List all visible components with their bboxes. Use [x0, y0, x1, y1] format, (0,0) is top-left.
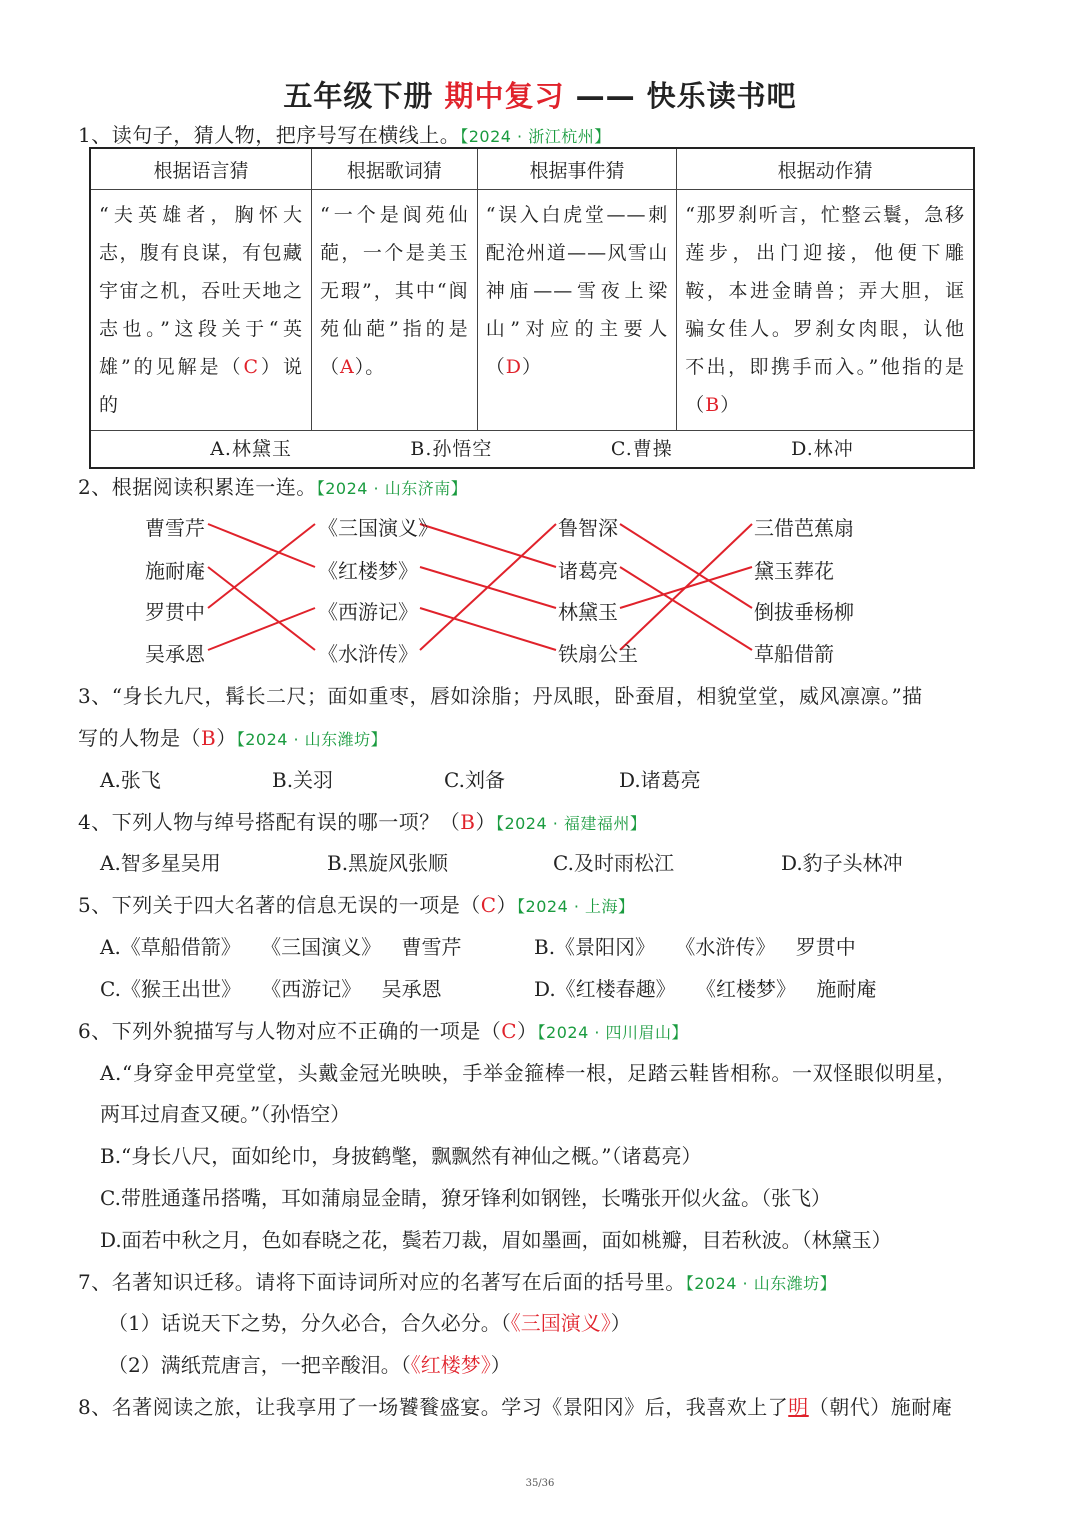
q1-header-3: 根据事件猜 — [477, 148, 677, 190]
q2-event-4: 草船借箭 — [754, 642, 834, 666]
q3-tag: 【2024 · 山东潍坊】 — [236, 730, 388, 749]
q2-book-3: 《西游记》 — [318, 600, 418, 624]
page-number: 35/36 — [525, 1478, 555, 1489]
q1-answer-2: A — [340, 356, 355, 378]
q3-answer: B — [201, 726, 217, 750]
q1-option-c: C.曹操 — [610, 438, 673, 460]
q2-book-4: 《水浒传》 — [318, 642, 418, 666]
title-subtitle: —— 快乐读书吧 — [575, 79, 797, 113]
q1-answer-3: D — [505, 356, 522, 378]
q2-event-3: 倒拔垂杨柳 — [754, 600, 854, 624]
q4-answer: B — [460, 810, 476, 834]
q1-answer-1: C — [243, 356, 260, 378]
match-line-lu-daoba — [620, 524, 752, 608]
q6-option-b: B.“身长八尺，面如纶巾，身披鹤氅，飘飘然有神仙之概。”（诸葛亮） — [100, 1144, 702, 1168]
title-grade: 五年级下册 — [283, 79, 434, 113]
q1-header-2: 根据歌词猜 — [311, 148, 477, 190]
q5-tag: 【2024 · 上海】 — [517, 897, 635, 916]
q5-answer: C — [480, 893, 497, 917]
q5-option-b: B.《景阳冈》 《水浒传》 罗贯中 — [534, 935, 856, 959]
q3-option-d: D.诸葛亮 — [619, 768, 701, 792]
q2-author-2: 施耐庵 — [145, 559, 205, 583]
q6-answer: C — [501, 1019, 518, 1043]
q3-option-a: A.张飞 — [100, 768, 161, 792]
q4-option-c: C.及时雨松江 — [553, 851, 674, 875]
q8-answer: 明 — [788, 1395, 809, 1419]
q2-character-2: 诸葛亮 — [558, 559, 618, 583]
q5-option-a: A.《草船借箭》 《三国演义》 曹雪芹 — [100, 935, 462, 959]
q7-stem: 7、名著知识迁移。请将下面诗词所对应的名著写在后面的括号里。【2024 · 山东潍坊】 — [78, 1270, 837, 1294]
q1-cell-4: “那罗刹听言，忙整云鬟，急移莲步，出门迎接，他便下雕鞍，本进金睛兽；弄大胆，诓骗女佳人。罗刹女肉眼，认他不出，即携手而入。”他指的是（B） — [677, 190, 974, 431]
q6-tag: 【2024 · 四川眉山】 — [537, 1023, 689, 1042]
match-line-xiyou-tieshan — [420, 608, 556, 650]
q5-option-d: D.《红楼春趣》 《红楼梦》 施耐庵 — [534, 977, 877, 1001]
match-line-cao-honglou — [208, 524, 315, 567]
q1-header-4: 根据动作猜 — [677, 148, 974, 190]
q8-stem: 8、名著阅读之旅，让我享用了一场饕餮盛宴。学习《景阳冈》后，我喜欢上了明（朝代）施耐庵 — [78, 1395, 953, 1419]
q2-author-3: 罗贯中 — [145, 600, 205, 624]
q1-option-a: A.林黛玉 — [210, 438, 292, 460]
q7-item-2: （2）满纸荒唐言，一把辛酸泪。（《红楼梦》） — [108, 1353, 511, 1377]
match-line-tieshan-sanjie — [620, 524, 752, 650]
q1-table — [89, 147, 975, 469]
match-line-shi-shuihu — [208, 567, 315, 650]
q1-cell-1: “夫英雄者，胸怀大志，腹有良谋，有包藏宇宙之机，吞吐天地之志也。”这段关于“英雄”的见解是（C）说的 — [90, 190, 311, 431]
q2-event-1: 三借芭蕉扇 — [754, 516, 854, 540]
q7-tag: 【2024 · 山东潍坊】 — [685, 1274, 837, 1293]
match-line-wu-xiyou — [208, 608, 315, 650]
q1-stem: 1、读句子，猜人物，把序号写在横线上。【2024 · 浙江杭州】 — [78, 123, 611, 147]
q7-answer-1: 《三国演义》 — [510, 1311, 611, 1335]
q6-stem: 6、下列外貌描写与人物对应不正确的一项是（C）【2024 · 四川眉山】 — [78, 1019, 689, 1043]
q4-tag: 【2024 · 福建福州】 — [495, 814, 647, 833]
title-topic: 期中复习 — [444, 79, 565, 113]
q2-character-3: 林黛玉 — [558, 600, 618, 624]
q1-cell-2: “一个是阆苑仙葩，一个是美玉无瑕”，其中“阆苑仙葩”指的是（A）。 — [311, 190, 477, 431]
q5-option-c: C.《猴王出世》 《西游记》 吴承恩 — [100, 977, 442, 1001]
q4-option-d: D.豹子头林冲 — [781, 851, 903, 875]
q1-cell-3: “误入白虎堂——刺配沧州道——风雪山神庙——雪夜上梁山”对应的主要人（D） — [477, 190, 677, 431]
q5-stem: 5、下列关于四大名著的信息无误的一项是（C）【2024 · 上海】 — [78, 893, 635, 917]
q4-stem: 4、下列人物与绰号搭配有误的哪一项？（B）【2024 · 福建福州】 — [78, 810, 647, 834]
match-line-zhuge-caochuan — [620, 567, 752, 650]
q3-stem-line2: 写的人物是（B）【2024 · 山东潍坊】 — [78, 726, 388, 750]
q1-options-row — [90, 431, 974, 469]
q7-answer-2: 《红楼梦》 — [410, 1353, 491, 1377]
match-line-luo-sanguo — [208, 524, 315, 608]
q1-answer-4: B — [705, 394, 721, 416]
q2-book-2: 《红楼梦》 — [318, 559, 418, 583]
q3-option-b: B.关羽 — [272, 768, 334, 792]
q6-option-a-line1: A.“身穿金甲亮堂堂，头戴金冠光映映，手举金箍棒一根，足踏云鞋皆相称。一双怪眼似明星， — [100, 1061, 957, 1085]
q4-option-a: A.智多星吴用 — [100, 851, 221, 875]
q2-event-2: 黛玉葬花 — [754, 559, 834, 583]
q3-stem-line1: 3、“身长九尺，髯长二尺；面如重枣，唇如涂脂；丹凤眼，卧蚕眉，相貌堂堂，威风凛凛。”描 — [78, 684, 923, 708]
match-line-sanguo-zhuge — [420, 524, 556, 567]
q7-item-1: （1）话说天下之势，分久必合，合久必分。（《三国演义》） — [108, 1311, 631, 1335]
q2-tag: 【2024 · 山东济南】 — [316, 479, 468, 498]
q2-character-4: 铁扇公主 — [558, 642, 638, 666]
q2-book-1: 《三国演义》 — [318, 516, 438, 540]
q6-option-d: D.面若中秋之月，色如春晓之花，鬓若刀裁，眉如墨画，面如桃瓣，目若秋波。（林黛玉） — [100, 1228, 892, 1252]
q6-option-c: C.带胜通蓬吊搭嘴，耳如蒲扇显金睛，獠牙锋利如钢锉，长嘴张开似火盆。（张飞） — [100, 1186, 831, 1210]
q1-header-1: 根据语言猜 — [90, 148, 311, 190]
q2-author-4: 吴承恩 — [145, 642, 205, 666]
q2-stem: 2、根据阅读积累连一连。【2024 · 山东济南】 — [78, 475, 468, 499]
page-title — [0, 74, 1080, 115]
q2-character-1: 鲁智深 — [558, 516, 618, 540]
q3-option-c: C.刘备 — [444, 768, 505, 792]
q2-author-1: 曹雪芹 — [145, 516, 205, 540]
q1-option-d: D.林冲 — [791, 438, 854, 460]
q4-option-b: B.黑旋风张顺 — [327, 851, 449, 875]
match-line-shuihu-lu — [420, 524, 556, 650]
q1-tag: 【2024 · 浙江杭州】 — [460, 127, 611, 146]
q6-option-a-line2: 两耳过肩查又硬。”（孙悟空） — [100, 1102, 351, 1126]
q1-option-b: B.孙悟空 — [410, 438, 493, 460]
